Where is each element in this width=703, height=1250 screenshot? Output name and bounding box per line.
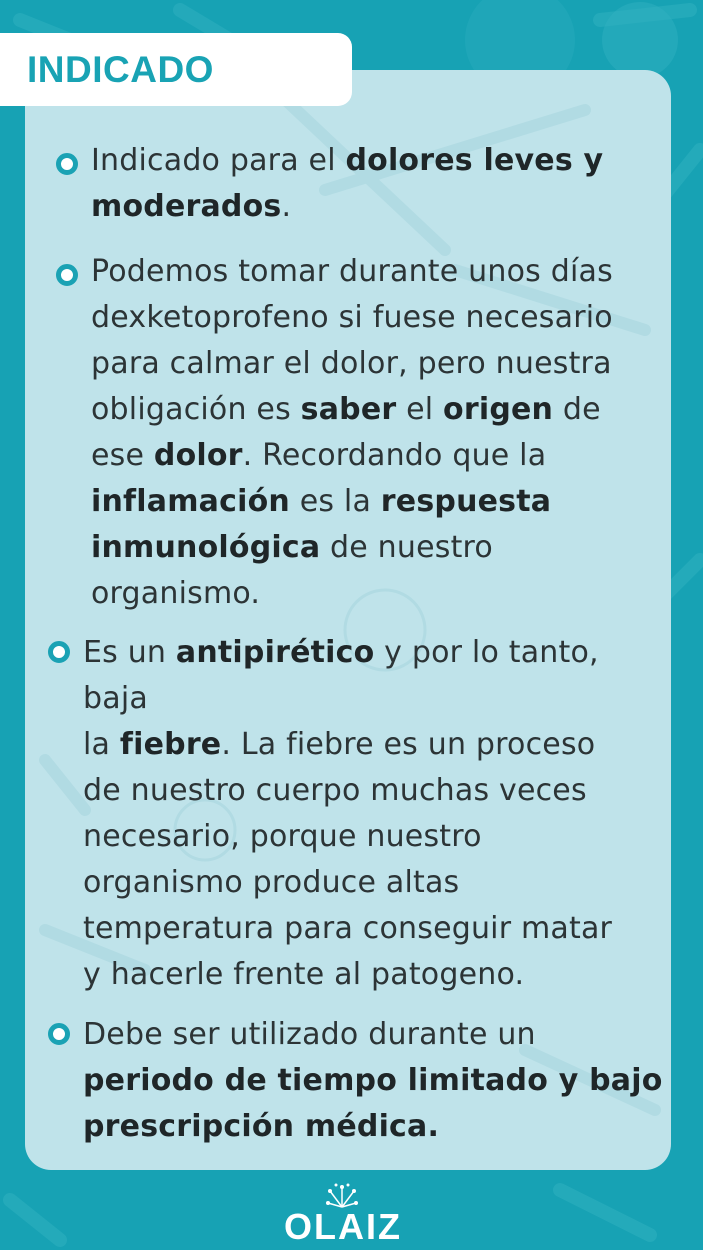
section-title: INDICADO: [27, 49, 214, 90]
bullet-icon: [56, 153, 78, 175]
list-item-line: [83, 676, 612, 722]
text: para calmar el dolor, pero nuestra: [91, 346, 612, 381]
list-item-line: [91, 295, 613, 341]
list-item: [91, 138, 603, 230]
bullet-icon: [48, 1023, 70, 1045]
list-item-line: [91, 571, 613, 617]
text: de: [553, 392, 601, 427]
text: necesario, porque nuestro: [83, 819, 482, 854]
text: el: [396, 392, 444, 427]
text: de nuestro: [320, 530, 493, 565]
text: Indicado para el: [91, 143, 346, 178]
list-item-line: [83, 1012, 663, 1058]
content-card: [25, 70, 671, 1170]
list-item: [83, 630, 612, 998]
bold-text: prescripción médica.: [83, 1109, 440, 1144]
list-item-line: [91, 479, 613, 525]
list-item-line: [83, 768, 612, 814]
list-item-line: [91, 387, 613, 433]
text: .: [281, 189, 292, 224]
text: Es un: [83, 635, 176, 670]
text: baja: [83, 681, 148, 716]
text: Debe ser utilizado durante un: [83, 1017, 536, 1052]
bold-text: fiebre: [119, 727, 222, 762]
text: . Recordando que la: [242, 438, 547, 473]
brand-logo-text: OLAIZ: [284, 1206, 402, 1247]
card-decoration: [25, 70, 671, 1170]
bullet-icon: [56, 264, 78, 286]
text: dexketoprofeno si fuese necesario: [91, 300, 613, 335]
list-item-line: [91, 249, 613, 295]
bold-text: moderados: [91, 189, 282, 224]
list-item-line: [83, 906, 612, 952]
list-item-line: [83, 952, 612, 998]
text: organismo produce altas: [83, 865, 460, 900]
bold-text: dolor: [153, 438, 243, 473]
bold-text: antipirético: [175, 635, 375, 670]
text: ese: [91, 438, 154, 473]
bold-text: dolores leves y: [345, 143, 604, 178]
list-item-line: [91, 138, 603, 184]
list-item-line: [83, 1104, 663, 1150]
bold-text: inmunológica: [91, 530, 321, 565]
text: de nuestro cuerpo muchas veces: [83, 773, 587, 808]
list-item-line: [83, 860, 612, 906]
list-item-line: [91, 433, 613, 479]
list-item-line: [83, 722, 612, 768]
bold-text: origen: [443, 392, 554, 427]
text: . La fiebre es un proceso: [221, 727, 596, 762]
text: y hacerle frente al patogeno.: [83, 957, 525, 992]
bullet-icon: [48, 641, 70, 663]
text: y por lo tanto,: [374, 635, 599, 670]
text: obligación es: [91, 392, 301, 427]
text: organismo.: [91, 576, 261, 611]
list-item-line: [83, 814, 612, 860]
list-item: [91, 249, 613, 617]
list-item-line: [91, 184, 603, 230]
text: Podemos tomar durante unos días: [91, 254, 613, 289]
text: la: [83, 727, 120, 762]
bold-text: saber: [300, 392, 397, 427]
text: temperatura para conseguir matar: [83, 911, 613, 946]
list-item-line: [83, 630, 612, 676]
text: es la: [289, 484, 381, 519]
list-item-line: [83, 1058, 663, 1104]
list-item-line: [91, 525, 613, 571]
bold-text: respuesta: [380, 484, 552, 519]
list-item-line: [91, 341, 613, 387]
list-item: [83, 1012, 663, 1150]
bold-text: periodo de tiempo limitado y bajo: [83, 1063, 663, 1098]
bold-text: inflamación: [91, 484, 290, 519]
